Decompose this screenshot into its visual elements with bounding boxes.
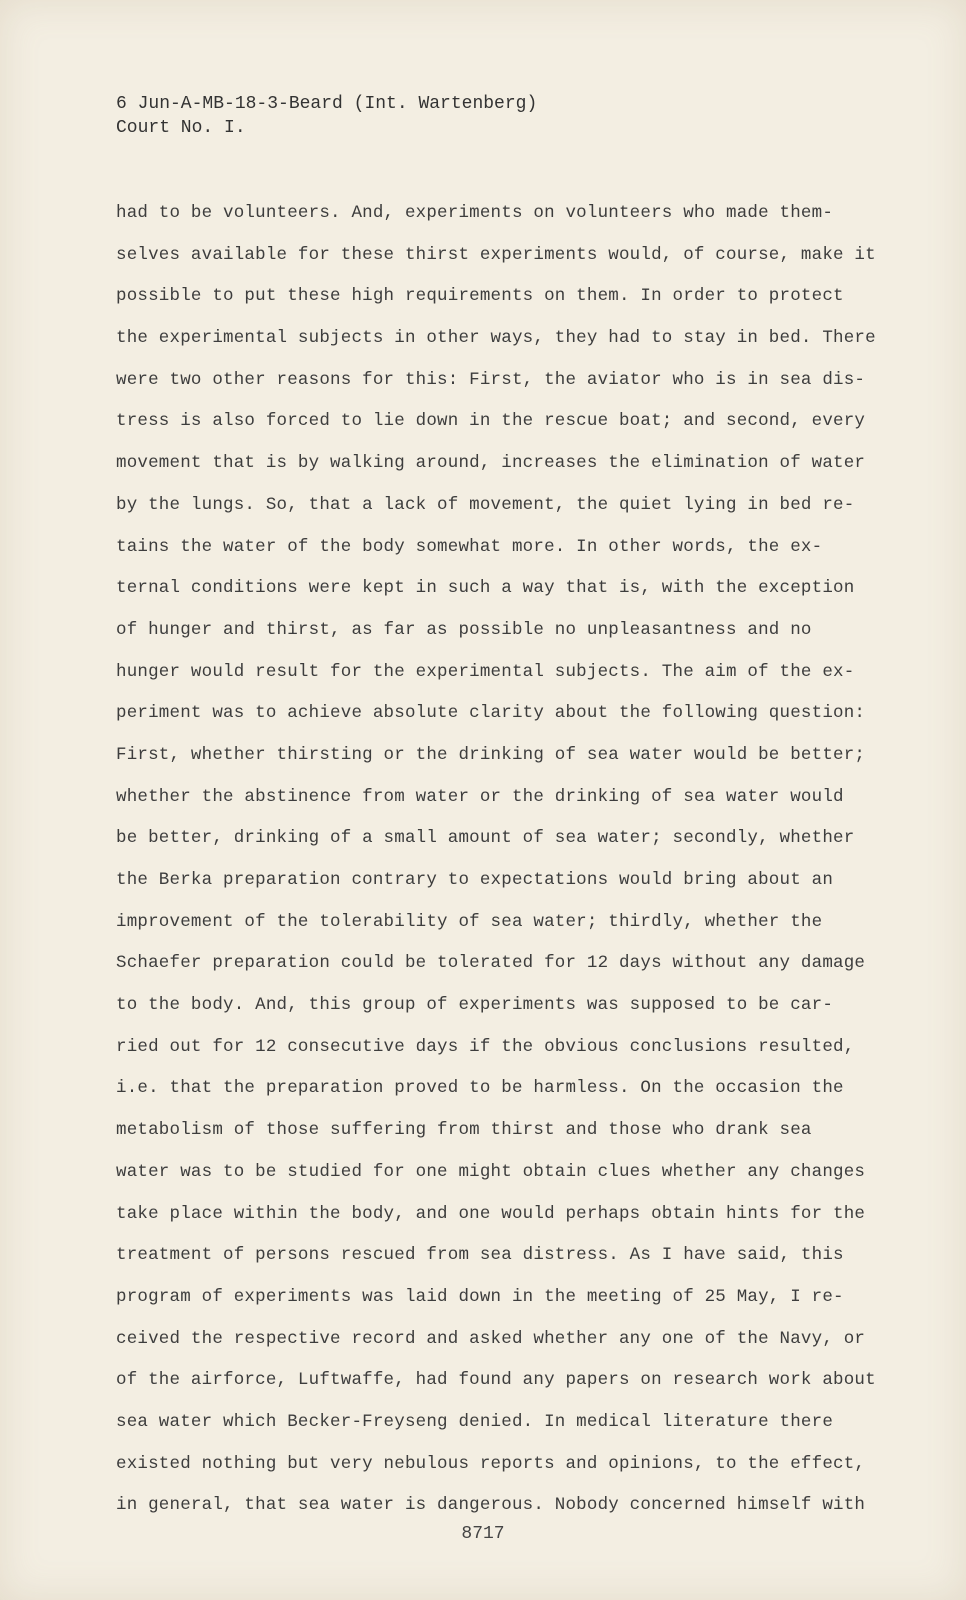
transcript-line: sea water which Becker-Freyseng denied. In medical literature there: [116, 1411, 834, 1432]
transcript-line: take place within the body, and one would perhaps obtain hints for the: [116, 1203, 866, 1224]
transcript-line: movement that is by walking around, increases the elimination of water: [116, 453, 866, 474]
transcript-line: by the lungs. So, that a lack of movement, the quiet lying in bed re-: [116, 494, 855, 515]
transcript-line: tress is also forced to lie down in the rescue boat; and second, every: [116, 411, 866, 432]
transcript-line: existed nothing but very nebulous reports and opinions, to the effect,: [116, 1453, 866, 1474]
transcript-line: ried out for 12 consecutive days if the obvious conclusions resulted,: [116, 1036, 855, 1057]
transcript-line: Schaefer preparation could be tolerated for 12 days without any damage: [116, 953, 866, 974]
transcript-line: hunger would result for the experimental subjects. The aim of the ex-: [116, 661, 855, 682]
transcript-line: i.e. that the preparation proved to be harmless. On the occasion the: [116, 1078, 844, 1099]
transcript-body: [116, 193, 876, 1527]
header-court-number: Court No. I.: [116, 118, 246, 138]
transcript-line: metabolism of those suffering from thirst and those who drank sea: [116, 1120, 812, 1141]
transcript-line: to the body. And, this group of experiments was supposed to be car-: [116, 995, 834, 1016]
page-number: 8717: [461, 1524, 505, 1544]
transcript-line: treatment of persons rescued from sea distress. As I have said, this: [116, 1245, 844, 1266]
header-case-reference: 6 Jun-A-MB-18-3-Beard (Int. Wartenberg): [116, 94, 538, 114]
transcript-line: tains the water of the body somewhat more. In other words, the ex-: [116, 536, 823, 557]
transcript-line: in general, that sea water is dangerous. Nobody concerned himself with: [116, 1495, 866, 1516]
transcript-line: improvement of the tolerability of sea water; thirdly, whether the: [116, 911, 823, 932]
transcript-line: ternal conditions were kept in such a way that is, with the exception: [116, 578, 855, 599]
transcript-line: program of experiments was laid down in the meeting of 25 May, I re-: [116, 1286, 844, 1307]
transcript-line: possible to put these high requirements on them. In order to protect: [116, 286, 844, 307]
transcript-line: periment was to achieve absolute clarity about the following question:: [116, 703, 866, 724]
transcript-line: First, whether thirsting or the drinking of sea water would be better;: [116, 744, 866, 765]
transcript-line: were two other reasons for this: First, the aviator who is in sea dis-: [116, 369, 866, 390]
transcript-line: whether the abstinence from water or the drinking of sea water would: [116, 786, 844, 807]
transcript-line: had to be volunteers. And, experiments on volunteers who made them-: [116, 203, 834, 223]
transcript-line: water was to be studied for one might obtain clues whether any changes: [116, 1161, 866, 1182]
transcript-line: of the airforce, Luftwaffe, had found any papers on research work about: [116, 1370, 876, 1391]
transcript-line: ceived the respective record and asked whether any one of the Navy, or: [116, 1328, 866, 1349]
transcript-line: the experimental subjects in other ways, they had to stay in bed. There: [116, 328, 876, 349]
document-header: [116, 92, 537, 140]
transcript-line: of hunger and thirst, as far as possible no unpleasantness and no: [116, 619, 812, 640]
transcript-line: the Berka preparation contrary to expectations would bring about an: [116, 870, 834, 890]
transcript-line: be better, drinking of a small amount of sea water; secondly, whether: [116, 828, 855, 849]
transcript-line: selves available for these thirst experiments would, of course, make it: [116, 244, 876, 265]
